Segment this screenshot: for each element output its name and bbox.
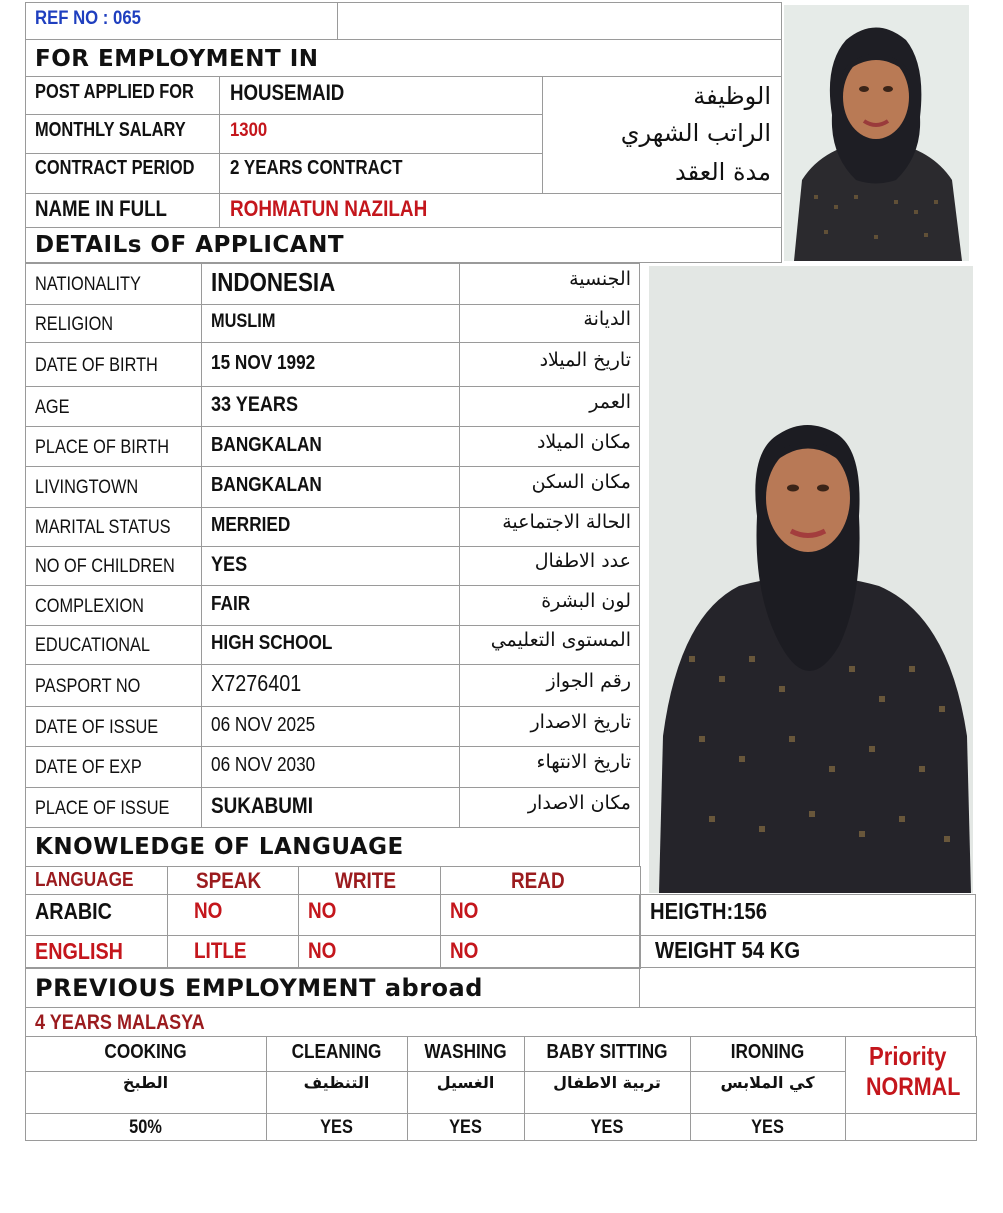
language-value: NO [450, 898, 479, 923]
detail-label: DATE OF ISSUE [35, 716, 159, 738]
detail-arabic: مكان الاصدار [527, 791, 631, 814]
skill-value: YES [449, 1117, 482, 1138]
priority-blank-cell [845, 1113, 977, 1141]
previous-heading: PREVIOUS EMPLOYMENT abroad [35, 974, 483, 1002]
skill-arabic: تربية الاطفال [553, 1073, 661, 1092]
language-value: NO [194, 898, 223, 923]
detail-label: COMPLEXION [35, 595, 144, 617]
skill-arabic: الطبخ [122, 1073, 169, 1092]
priority-value: NORMAL [866, 1073, 961, 1101]
skill-value: YES [751, 1117, 784, 1138]
name-value: ROHMATUN NAZILAH [230, 196, 428, 221]
previous-value: 4 YEARS MALASYA [35, 1011, 205, 1034]
language-value: NO [308, 938, 337, 963]
skill-name: CLEANING [291, 1041, 382, 1063]
detail-label: DATE OF BIRTH [35, 354, 158, 376]
skill-arabic: التنظيف [303, 1073, 370, 1092]
detail-arabic: تاريخ الانتهاء [536, 751, 631, 773]
weight-value: WEIGHT 54 KG [655, 937, 801, 963]
ref-blank-cell [337, 2, 782, 40]
employment-heading: FOR EMPLOYMENT IN [35, 46, 319, 72]
name-label: NAME IN FULL [35, 196, 167, 221]
detail-arabic: مكان الميلاد [536, 430, 631, 453]
contract-arabic: مدة العقد [675, 158, 771, 186]
language-value: NO [308, 898, 337, 923]
detail-arabic: لون البشرة [541, 589, 631, 612]
language-header: READ [511, 868, 565, 893]
detail-arabic: رقم الجواز [546, 669, 631, 692]
detail-label: PLACE OF ISSUE [35, 797, 170, 819]
language-header: LANGUAGE [35, 869, 134, 891]
language-heading: KNOWLEDGE OF LANGUAGE [35, 834, 404, 860]
skill-name: BABY SITTING [546, 1041, 668, 1063]
skill-name: IRONING [730, 1041, 805, 1063]
skill-value: YES [320, 1117, 353, 1138]
detail-label: NATIONALITY [35, 274, 141, 295]
contract-value: 2 YEARS CONTRACT [230, 157, 403, 179]
detail-value: 06 NOV 2025 [211, 713, 316, 736]
full-body-photo [649, 266, 973, 893]
detail-value: SUKABUMI [211, 792, 313, 818]
skill-name: WASHING [424, 1041, 507, 1063]
details-heading: DETAILs OF APPLICANT [35, 232, 345, 258]
detail-value: INDONESIA [211, 267, 336, 297]
detail-value: YES [211, 552, 248, 576]
detail-value: BANGKALAN [211, 474, 322, 496]
portrait-photo [784, 5, 969, 261]
contract-label: CONTRACT PERIOD [35, 157, 195, 179]
language-value: NO [450, 938, 479, 963]
detail-arabic: الديانة [583, 307, 631, 330]
detail-arabic: عدد الاطفال [534, 550, 631, 572]
detail-label: DATE OF EXP [35, 757, 142, 778]
language-header: SPEAK [196, 868, 262, 893]
detail-value: HIGH SCHOOL [211, 632, 333, 654]
skill-value: 50% [129, 1117, 162, 1138]
post-arabic: الوظيفة [693, 82, 771, 110]
skill-value: YES [590, 1117, 624, 1138]
detail-label: PASPORT NO [35, 675, 141, 697]
detail-label: EDUCATIONAL [35, 635, 151, 656]
detail-value: X7276401 [211, 670, 302, 696]
salary-label: MONTHLY SALARY [35, 119, 186, 141]
detail-label: MARITAL STATUS [35, 517, 171, 538]
language-value: ARABIC [35, 898, 112, 924]
detail-value: FAIR [211, 592, 251, 615]
language-header: WRITE [335, 868, 396, 893]
detail-label: NO OF CHILDREN [35, 556, 175, 577]
language-value: ENGLISH [35, 938, 123, 964]
skill-arabic: كي الملابس [720, 1073, 815, 1092]
detail-arabic: العمر [589, 390, 631, 413]
detail-label: PLACE OF BIRTH [35, 436, 170, 458]
skill-name: COOKING [104, 1041, 187, 1063]
priority-label: Priority [869, 1041, 947, 1071]
detail-value: 15 NOV 1992 [211, 351, 316, 374]
post-value: HOUSEMAID [230, 80, 345, 105]
detail-label: AGE [35, 396, 70, 418]
detail-value: 06 NOV 2030 [211, 754, 316, 776]
detail-arabic: الحالة الاجتماعية [502, 511, 631, 533]
previous-blank-cell [639, 967, 976, 1008]
post-label: POST APPLIED FOR [35, 81, 194, 103]
salary-value: 1300 [230, 120, 268, 141]
speak-cell [167, 894, 299, 936]
detail-arabic: الجنسية [569, 268, 631, 290]
detail-arabic: تاريخ الميلاد [539, 348, 631, 371]
detail-label: LIVINGTOWN [35, 477, 139, 498]
ref-no: REF NO : 065 [35, 8, 141, 29]
skill-arabic: الغسيل [436, 1073, 495, 1092]
detail-value: MERRIED [211, 514, 291, 536]
language-value: LITLE [194, 938, 247, 963]
detail-arabic: المستوى التعليمي [490, 629, 631, 651]
detail-value: MUSLIM [211, 311, 276, 332]
salary-value-cell [219, 114, 543, 154]
detail-value: BANGKALAN [211, 433, 322, 456]
detail-value: 33 YEARS [211, 393, 299, 416]
detail-arabic: مكان السكن [531, 471, 631, 493]
detail-label: RELIGION [35, 313, 114, 335]
detail-arabic: تاريخ الاصدار [530, 710, 631, 733]
height-value: HEIGTH:156 [650, 898, 767, 924]
salary-arabic: الراتب الشهري [620, 119, 771, 147]
